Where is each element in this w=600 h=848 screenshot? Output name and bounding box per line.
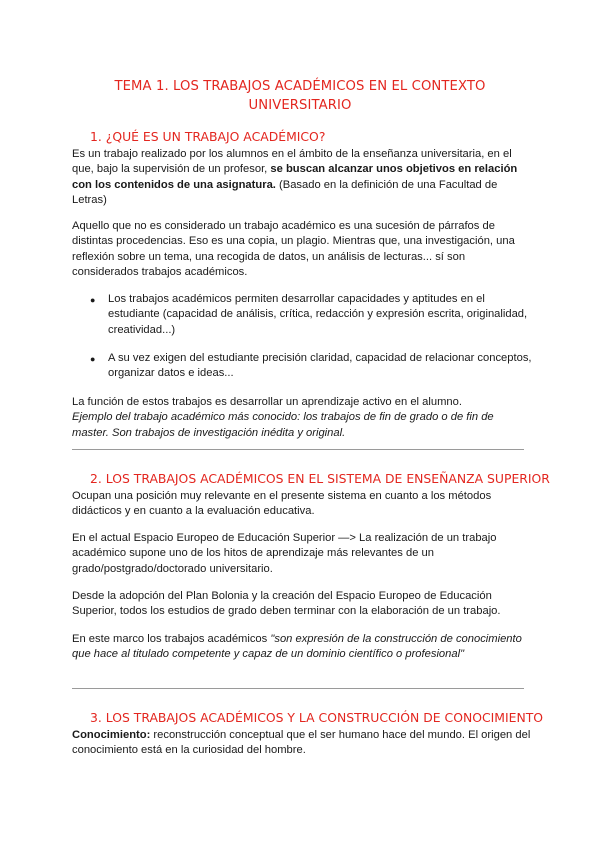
s1-p1-text-a: Es un trabajo realizado por los alumnos en el ámbito de la enseñanza universitaria, en el que, bajo la supervisión de un profesor,	[72, 148, 512, 176]
divider-2	[72, 688, 524, 689]
s2-p4-text: En este marco los trabajos académicos	[72, 633, 271, 645]
s1-p1-text-c: (Basado en la definición de una Facultad de Letras)	[72, 178, 498, 206]
bullet-item-2: A su vez exigen del estudiante precisión claridad, capacidad de relacionar conceptos, organizar datos e ideas...	[108, 352, 532, 380]
section-1-paragraph-3	[72, 395, 532, 441]
document-title	[60, 77, 540, 115]
bullet-item-1: Los trabajos académicos permiten desarrollar capacidades y aptitudes en el estudiante (capacidad de análisis, crítica, redacción y expresión escrita, originalidad, creatividad...)	[108, 293, 528, 336]
section-3-heading: 3. LOS TRABAJOS ACADÉMICOS Y LA CONSTRUCCIÓN DE CONOCIMIENTO	[90, 710, 544, 725]
section-2-paragraph-3: Desde la adopción del Plan Bolonia y la creación del Espacio Europeo de Educación Superior, todos los estudios de grado deben terminar con la elaboración de un trabajo.	[72, 590, 501, 618]
title-line-1: TEMA 1. LOS TRABAJOS ACADÉMICOS EN EL CONTEXTO	[114, 79, 486, 94]
section-3-paragraph-1	[72, 728, 532, 759]
s3-term: Conocimiento:	[72, 729, 151, 741]
section-2-paragraph-4	[72, 632, 532, 663]
section-2-paragraph-2: En el actual Espacio Europeo de Educación Superior —> La realización de un trabajo académico supone uno de los hitos de aprendizaje más relevantes de un grado/postgrado/doctorado universitario.	[72, 532, 497, 575]
title-line-2: UNIVERSITARIO	[248, 98, 352, 113]
section-1-paragraph-1	[72, 147, 532, 208]
s1-p3-text: La función de estos trabajos es desarrollar un aprendizaje activo en el alumno.	[72, 396, 462, 408]
s1-p1-bold: se buscan alcanzar unos objetivos en relación con los contenidos de una asignatura.	[72, 163, 518, 191]
section-2-heading: 2. LOS TRABAJOS ACADÉMICOS EN EL SISTEMA DE ENSEÑANZA SUPERIOR	[90, 471, 550, 486]
bullet-marker-1: ●	[90, 295, 96, 305]
section-1-paragraph-2: Aquello que no es considerado un trabajo académico es una sucesión de párrafos de distintas procedencias. Eso es una copia, un plagio. Mientras que, una investigación, una reflexión sobre un tema, una recogida de datos, un análisis de lecturas... sí son considerados trabajos académicos.	[72, 220, 515, 278]
s3-definition: reconstrucción conceptual que el ser humano hace del mundo. El origen del conocimiento está en la curiosidad del hombre.	[72, 729, 531, 757]
divider-1	[72, 449, 524, 450]
section-2-paragraph-1: Ocupan una posición muy relevante en el presente sistema en cuanto a los métodos didácticos y en cuanto a la evaluación educativa.	[72, 490, 492, 518]
section-1-heading: 1. ¿QUÉ ES UN TRABAJO ACADÉMICO?	[90, 129, 326, 144]
s2-p4-quote: "son expresión de la construcción de conocimiento que hace al titulado competente y capaz de un dominio científico o profesional"	[72, 633, 522, 661]
bullet-marker-2: ●	[90, 354, 96, 364]
s1-p3-italic: Ejemplo del trabajo académico más conocido: los trabajos de fin de grado o de fin de master. Son trabajos de investigación inédita y original.	[72, 411, 494, 439]
